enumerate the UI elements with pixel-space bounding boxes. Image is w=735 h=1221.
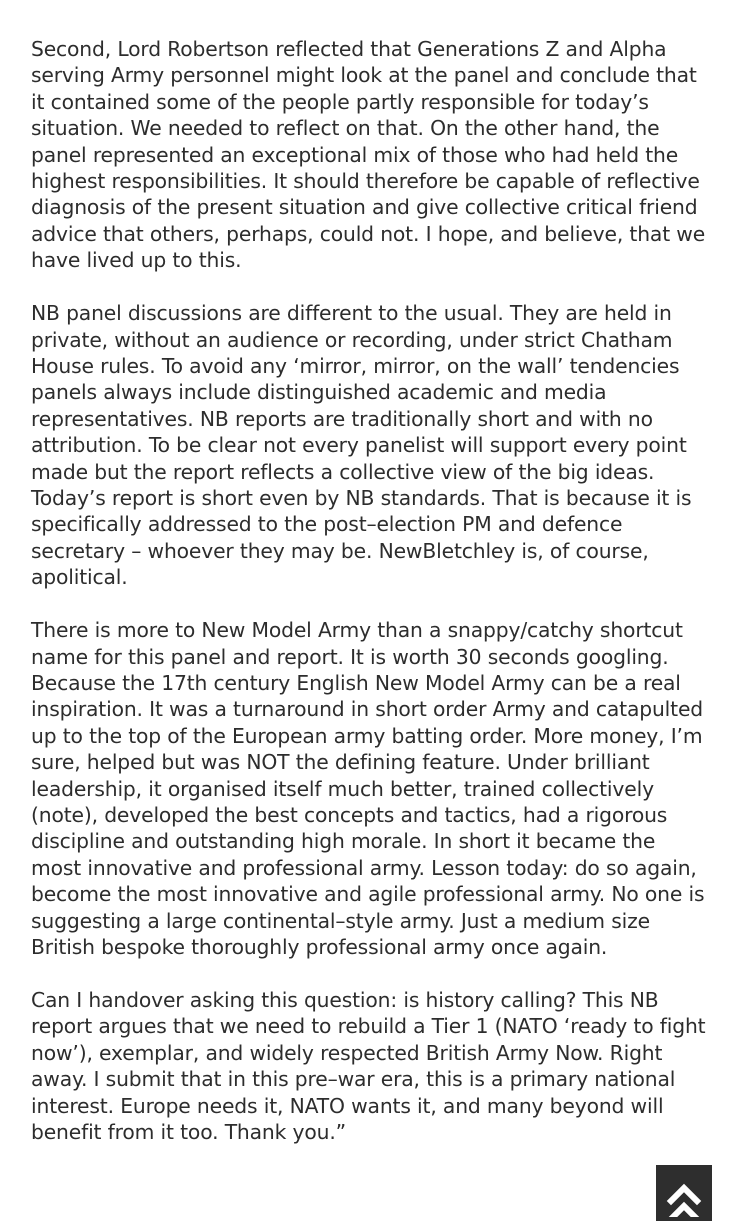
paragraph-closing-question: Can I handover asking this question: is history calling? This NB report argues that we need to rebuild a Tier 1 (NATO ‘ready to fight now’), exemplar, and widely respected British Army Now. Right away. I submit that in this pre–war era, this is a primary national interest. Europe needs it, NATO wants it, and many beyond will benefit from it too. Thank you.” [31, 987, 706, 1144]
paragraph-nb-panel-discussions: NB panel discussions are different to the usual. They are held in private, without an audience or recording, under strict Chatham House rules. To avoid any ‘mirror, mirror, on the wall’ tendencies panels always include distinguished academic and media representatives. NB reports are traditionally short and with no attribution. To be clear not every panelist will support every point made but the report reflects a collective view of the big ideas. Today’s report is short even by NB standards. That is because it is specifically addressed to the post–election PM and defence secretary – whoever they may be. NewBletchley is, of course, apolitical. [31, 301, 692, 590]
chevron-up-icon [666, 1177, 702, 1217]
paragraph-new-model-army: There is more to New Model Army than a snappy/catchy shortcut name for this panel and report. It is worth 30 seconds googling. Because the 17th century English New Model Army can be a real inspiration. It was a turnaround in short order Army and catapulted up to the top of the European army batting order. More money, I’m sure, helped but was NOT the defining feature. Under brilliant leadership, it organised itself much better, trained collectively (note), developed the best concepts and tactics, had a rigorous discipline and outstanding high morale. In short it became the most innovative and professional army. Lesson today: do so again, become the most innovative and agile professional army. No one is suggesting a large continental–style army. Just a medium size British bespoke thoroughly professional army once again. [31, 618, 705, 959]
paragraph-lord-robertson: Second, Lord Robertson reflected that Generations Z and Alpha serving Army personnel might look at the panel and conclude that it contained some of the people partly responsible for today’s situation. We needed to reflect on that. On the other hand, the panel represented an exceptional mix of those who had held the highest responsibilities. It should therefore be capable of reflective diagnosis of the present situation and give collective critical friend advice that others, perhaps, could not. I hope, and believe, that we have lived up to this. [31, 37, 706, 273]
article-body [31, 36, 711, 1145]
scroll-to-top-button[interactable] [656, 1165, 712, 1221]
